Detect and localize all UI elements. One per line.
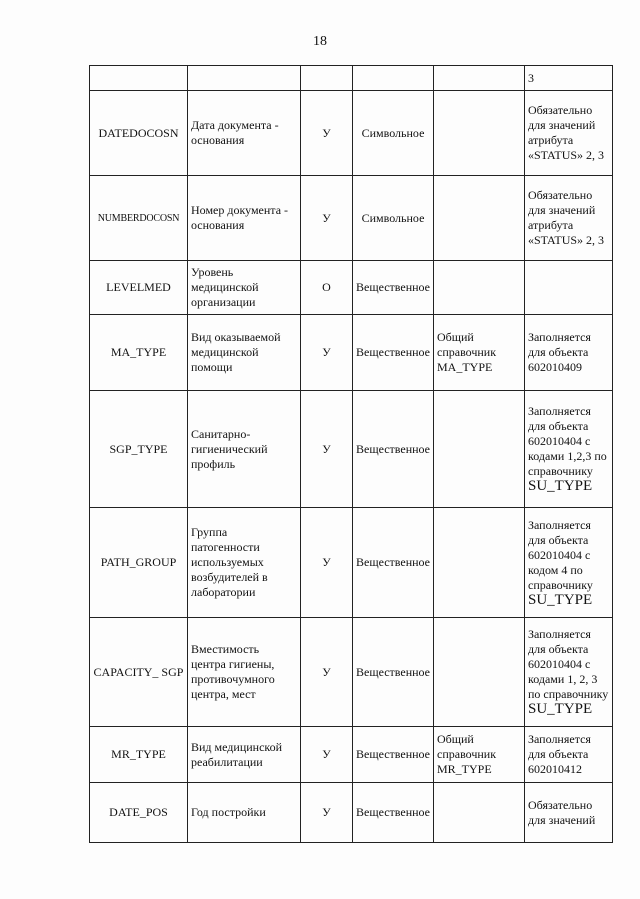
attr-note: Обязательно для значений атрибута «STATUS» 2, 3 (525, 176, 613, 261)
attr-name: Номер документа - основания (188, 176, 301, 261)
attr-reference (434, 783, 525, 843)
attr-type: Символьное (353, 91, 434, 176)
table-row (90, 727, 613, 783)
attr-required: У (301, 618, 353, 727)
attr-reference (434, 91, 525, 176)
attr-reference (434, 618, 525, 727)
attr-reference (434, 508, 525, 618)
table-row (90, 391, 613, 508)
attr-type: Вещественное (353, 391, 434, 508)
attr-name: Уровень медицинской организации (188, 261, 301, 315)
attr-reference (434, 176, 525, 261)
attr-reference (434, 261, 525, 315)
attr-note (525, 618, 613, 727)
attr-note: Заполняется для объекта 602010412 (525, 727, 613, 783)
attr-code: DATE_POS (90, 783, 188, 843)
attr-name: Вместимость центра гигиены, противочумного центра, мест (188, 618, 301, 727)
attr-note: 3 (525, 66, 613, 91)
table-row (90, 783, 613, 843)
table-row (90, 618, 613, 727)
attr-required: У (301, 727, 353, 783)
note-text: Заполняется для объекта 602010404 с кодом 4 по справочнику (528, 517, 593, 592)
table-row (90, 261, 613, 315)
attr-name: Дата документа - основания (188, 91, 301, 176)
attr-note (525, 391, 613, 508)
note-text: Заполняется для объекта 602010404 с кодами 1,2,3 по справочнику (528, 404, 607, 478)
attr-type: Вещественное (353, 727, 434, 783)
note-text: Заполняется для объекта 602010404 с кодами 1, 2, 3 по справочнику (528, 627, 609, 701)
attr-type: Вещественное (353, 261, 434, 315)
table-row (90, 508, 613, 618)
attr-code: CAPACITY_ SGP (90, 618, 188, 727)
attr-note (525, 508, 613, 618)
attr-required (301, 66, 353, 91)
attr-type: Вещественное (353, 508, 434, 618)
attr-type (353, 66, 434, 91)
attr-required: У (301, 91, 353, 176)
attr-code: LEVELMED (90, 261, 188, 315)
attr-required: У (301, 783, 353, 843)
attr-reference: Общий справочник MR_TYPE (434, 727, 525, 783)
page-number: 18 (313, 34, 327, 49)
attr-name: Вид оказываемой медицинской помощи (188, 315, 301, 391)
attr-name: Группа патогенности используемых возбудителей в лаборатории (188, 508, 301, 618)
attr-reference: Общий справочник MA_TYPE (434, 315, 525, 391)
attr-code: SGP_TYPE (90, 391, 188, 508)
attr-reference (434, 391, 525, 508)
table-row (90, 176, 613, 261)
attr-required: О (301, 261, 353, 315)
attr-name: Санитарно-гигиенический профиль (188, 391, 301, 508)
attr-required: У (301, 315, 353, 391)
attr-code: NUMBERDOCOSN (90, 176, 188, 261)
attr-note (525, 261, 613, 315)
reference-code: SU_TYPE (528, 478, 593, 494)
attr-code: PATH_GROUP (90, 508, 188, 618)
attr-type: Вещественное (353, 315, 434, 391)
attr-code: MR_TYPE (90, 727, 188, 783)
attr-note: Заполняется для объекта 602010409 (525, 315, 613, 391)
reference-code: SU_TYPE (528, 591, 593, 608)
table-row (90, 315, 613, 391)
attr-name: Год постройки (188, 783, 301, 843)
attr-code (90, 66, 188, 91)
attr-code: DATEDOCOSN (90, 91, 188, 176)
attr-type: Символьное (353, 176, 434, 261)
attr-reference (434, 66, 525, 91)
attributes-table (89, 65, 613, 843)
attr-name (188, 66, 301, 91)
table-row (90, 66, 613, 91)
attr-note: Обязательно для значений (525, 783, 613, 843)
attr-name: Вид медицинской реабилитации (188, 727, 301, 783)
attr-required: У (301, 176, 353, 261)
attr-required: У (301, 391, 353, 508)
attr-type: Вещественное (353, 783, 434, 843)
attr-type: Вещественное (353, 618, 434, 727)
table-row (90, 91, 613, 176)
attr-note: Обязательно для значений атрибута «STATUS» 2, 3 (525, 91, 613, 176)
attr-code: MA_TYPE (90, 315, 188, 391)
attr-required: У (301, 508, 353, 618)
reference-code: SU_TYPE (528, 701, 593, 717)
